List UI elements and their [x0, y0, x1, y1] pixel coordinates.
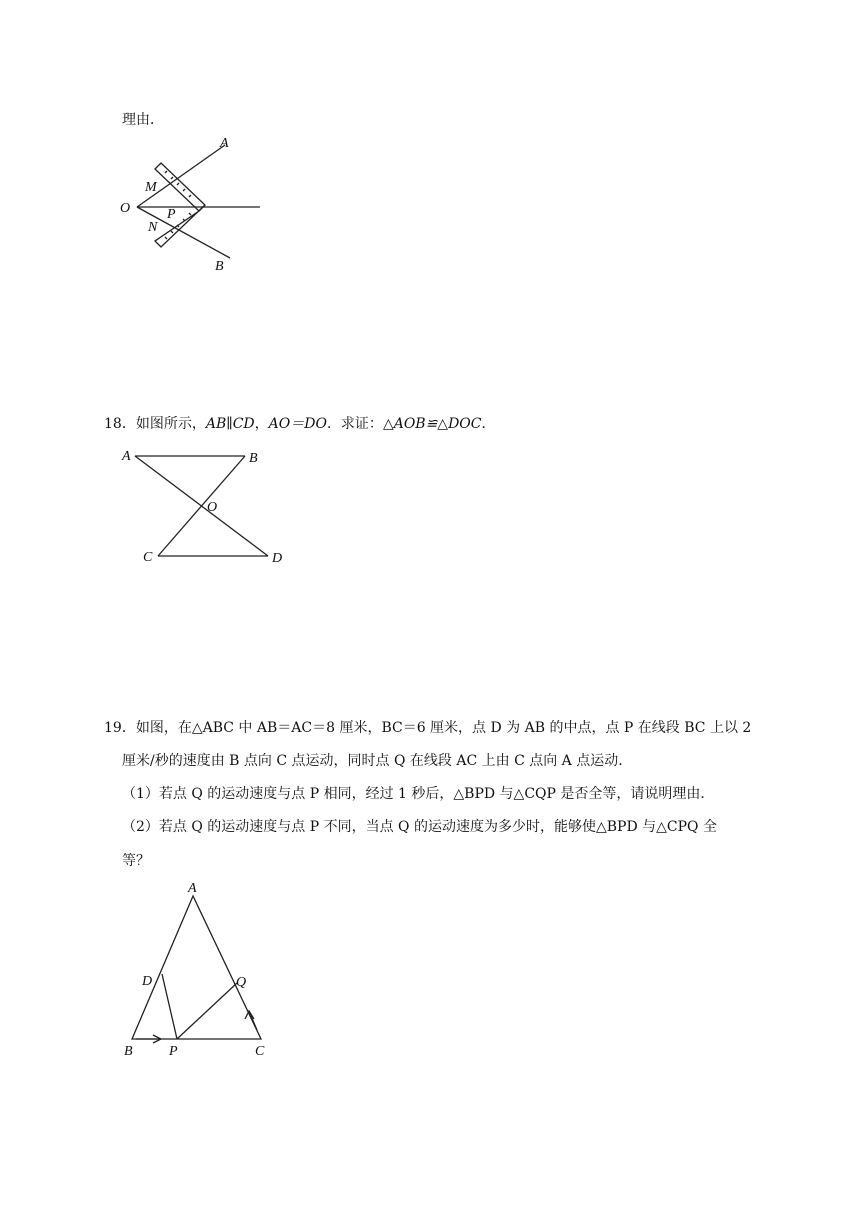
- q18-text: 18．如图所示，AB∥CD，AO＝DO．求证：△AOB≌△DOC．: [104, 416, 496, 432]
- label-D: D: [272, 551, 283, 566]
- label-O: O: [120, 201, 131, 216]
- q18-intro: 如图所示，: [135, 416, 206, 432]
- q19-part2-line1: （2）若点 Q 的运动速度与点 P 不同，当点 Q 的运动速度为多少时，能够使△BPD 与△CPQ 全: [122, 819, 717, 835]
- label-A: A: [220, 136, 229, 151]
- ray-OA: [137, 145, 225, 207]
- label-A: A: [122, 449, 131, 464]
- segment-PQ: [177, 983, 237, 1039]
- triangle-ABC: [132, 896, 261, 1039]
- q18-figure: [118, 445, 298, 575]
- label-D: D: [142, 974, 153, 989]
- q19-part1: （1）若点 Q 的运动速度与点 P 相同，经过 1 秒后，△BPD 与△CQP 是否全等，请说明理由．: [122, 786, 715, 802]
- label-O: O: [207, 500, 218, 515]
- label-C: C: [255, 1044, 265, 1059]
- q18-goal: △AOB≌△DOC: [382, 416, 482, 432]
- q17-tail-text: 理由．: [122, 112, 164, 128]
- q18-cond2: AO＝DO: [268, 416, 327, 432]
- q19-number: 19．: [104, 720, 136, 736]
- label-C: C: [143, 550, 153, 565]
- label-P: P: [167, 207, 176, 222]
- q17-figure: [115, 135, 275, 275]
- label-Q: Q: [236, 975, 247, 990]
- q19-line2: 厘米/秒的速度由 B 点向 C 点运动，同时点 Q 在线段 AC 上由 C 点向 A 点运动．: [122, 753, 633, 769]
- ruler-upper: [155, 163, 205, 211]
- label-M: M: [145, 180, 157, 195]
- q18-number: 18．: [104, 416, 136, 432]
- label-P: P: [169, 1044, 178, 1059]
- segment-DP: [162, 974, 177, 1039]
- q19-part2-line2: 等？: [122, 853, 150, 869]
- label-N: N: [148, 220, 158, 235]
- segment-BC: [158, 456, 245, 556]
- label-B: B: [124, 1044, 133, 1059]
- label-A: A: [188, 881, 197, 896]
- q19-figure: [118, 878, 278, 1068]
- label-B: B: [215, 259, 224, 274]
- q19-line1: 如图，在△ABC 中 AB＝AC＝8 厘米，BC＝6 厘米，点 D 为 AB 的中点，点 P 在线段 BC 上以 2: [135, 720, 752, 736]
- label-B: B: [249, 451, 258, 466]
- q18-cond1: AB∥CD: [205, 416, 255, 432]
